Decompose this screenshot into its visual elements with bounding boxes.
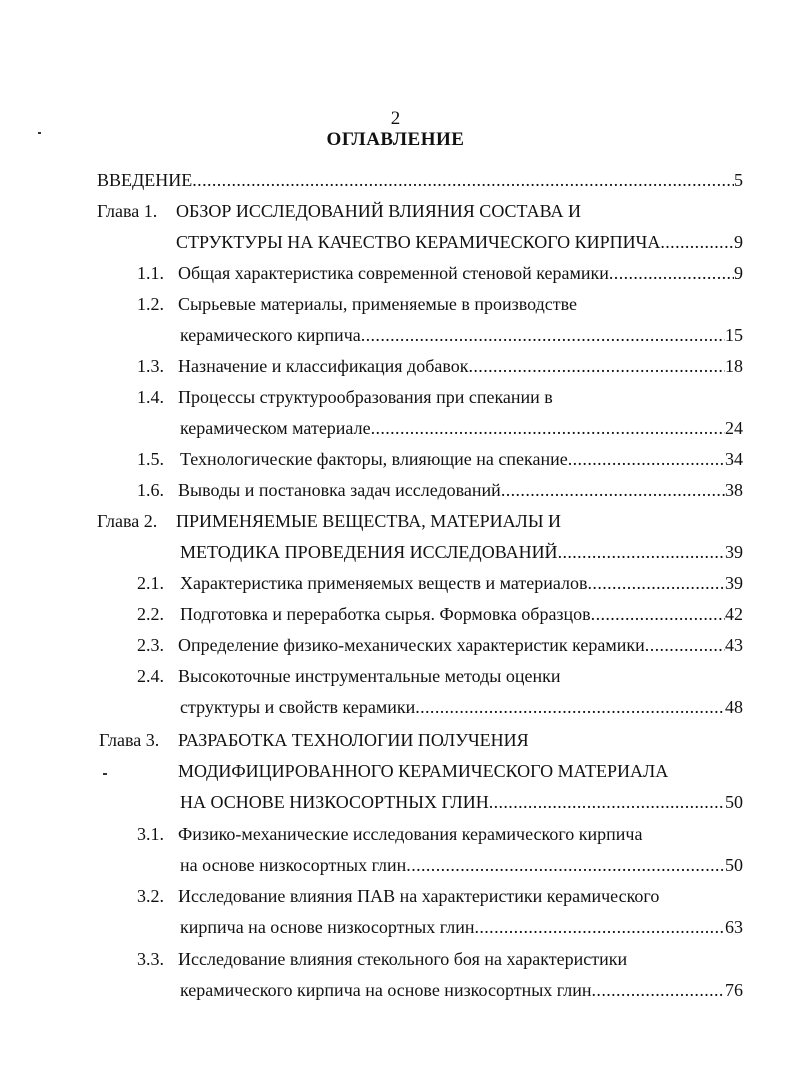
section-title-line: керамического кирпича на основе низкосортных глин xyxy=(180,980,592,1000)
chapter-title-line: МОДИФИЦИРОВАННОГО КЕРАМИЧЕСКОГО МАТЕРИАЛА xyxy=(178,761,669,781)
section-number: 2.2. xyxy=(137,604,164,624)
toc-section-1-2[interactable] xyxy=(0,291,791,317)
section-number: 3.2. xyxy=(137,886,164,906)
section-title-line: Исследование влияния ПАВ на характеристики керамического xyxy=(178,886,660,906)
section-number: 1.1. xyxy=(137,263,164,283)
dot-leader xyxy=(645,632,725,658)
section-title-line: структуры и свойств керамики xyxy=(180,697,416,717)
section-number: 1.6. xyxy=(137,480,164,500)
page-title: ОГЛАВЛЕНИЕ xyxy=(326,129,465,150)
section-title-line: на основе низкосортных глин xyxy=(180,855,407,875)
section-title: Технологические факторы, влияющие на спекание xyxy=(180,449,568,469)
section-number: 2.1. xyxy=(137,573,164,593)
chapter-title-line: МЕТОДИКА ПРОВЕДЕНИЯ ИССЛЕДОВАНИЙ xyxy=(180,542,558,562)
toc-chapter-1-cont[interactable] xyxy=(0,229,791,255)
section-title: Выводы и постановка задач исследований xyxy=(178,480,501,500)
toc-page-number: 24 xyxy=(725,418,743,438)
section-title-line: керамическом материале xyxy=(180,418,371,438)
toc-section-3-1-cont[interactable] xyxy=(0,852,791,878)
toc-page-number: 63 xyxy=(725,917,743,937)
toc-page-number: 9 xyxy=(734,263,743,283)
dot-leader xyxy=(588,570,725,596)
toc-page-number: 43 xyxy=(725,635,743,655)
section-number: 3.1. xyxy=(137,824,164,844)
section-title-line: керамического кирпича xyxy=(180,325,361,345)
dot-leader xyxy=(192,167,734,193)
section-title: Общая характеристика современной стеновой керамики xyxy=(178,263,609,283)
toc-chapter-3-cont[interactable] xyxy=(0,789,791,815)
dot-leader xyxy=(592,977,725,1003)
section-title: Назначение и классификация добавок xyxy=(178,356,469,376)
chapter-number: Глава 1. xyxy=(97,201,158,221)
toc-page-number: 9 xyxy=(734,232,743,252)
section-number: 3.3. xyxy=(137,949,164,969)
section-title-line: Процессы структурообразования при спекании в xyxy=(178,387,553,407)
toc-page-number: 34 xyxy=(725,449,743,469)
dot-leader xyxy=(558,539,725,565)
chapter-title-line: РАЗРАБОТКА ТЕХНОЛОГИИ ПОЛУЧЕНИЯ xyxy=(178,730,529,750)
section-number: 2.3. xyxy=(137,635,164,655)
dot-leader xyxy=(501,477,725,503)
toc-section-2-3[interactable] xyxy=(0,632,791,658)
toc-section-2-4[interactable] xyxy=(0,663,791,689)
toc-section-1-1[interactable] xyxy=(0,260,791,286)
section-number: 2.4. xyxy=(137,666,164,686)
section-number: 1.2. xyxy=(137,294,164,314)
toc-section-3-1[interactable] xyxy=(0,821,791,847)
dot-leader xyxy=(568,446,725,472)
toc-page-number: 5 xyxy=(734,170,743,190)
page-number: 2 xyxy=(390,108,401,129)
section-title-line: Сырьевые материалы, применяемые в производстве xyxy=(178,294,578,314)
section-title-line: Физико-механические исследования керамического кирпича xyxy=(178,824,643,844)
section-title-line: кирпича на основе низкосортных глин xyxy=(180,917,475,937)
toc-section-2-4-cont[interactable] xyxy=(0,694,791,720)
dot-leader xyxy=(660,229,734,255)
toc-chapter-2-cont[interactable] xyxy=(0,539,791,565)
toc-section-3-2-cont[interactable] xyxy=(0,914,791,940)
section-title-line: Высокоточные инструментальные методы оценки xyxy=(178,666,561,686)
section-number: 1.5. xyxy=(137,449,164,469)
toc-section-1-6[interactable] xyxy=(0,477,791,503)
chapter-title-line: НА ОСНОВЕ НИЗКОСОРТНЫХ ГЛИН xyxy=(180,792,489,812)
toc-page-number: 39 xyxy=(725,573,743,593)
toc-section-3-3[interactable] xyxy=(0,946,791,972)
toc-chapter-1[interactable] xyxy=(0,198,791,224)
section-title-line: Исследование влияния стекольного боя на характеристики xyxy=(178,949,628,969)
section-title: Подготовка и переработка сырья. Формовка образцов xyxy=(180,604,591,624)
dot-leader xyxy=(591,601,725,627)
toc-page-number: 42 xyxy=(725,604,743,624)
toc-section-3-2[interactable] xyxy=(0,883,791,909)
toc-chapter-2[interactable] xyxy=(0,508,791,534)
chapter-number: Глава 3. xyxy=(99,730,160,750)
toc-section-2-2[interactable] xyxy=(0,601,791,627)
chapter-title-line: СТРУКТУРЫ НА КАЧЕСТВО КЕРАМИЧЕСКОГО КИРПИЧА xyxy=(176,232,661,252)
dot-leader xyxy=(371,415,725,441)
dot-leader xyxy=(469,353,726,379)
toc-page-number: 76 xyxy=(725,980,743,1000)
chapter-title-line: ОБЗОР ИССЛЕДОВАНИЙ ВЛИЯНИЯ СОСТАВА И xyxy=(176,201,582,221)
toc-section-3-3-cont[interactable] xyxy=(0,977,791,1003)
dot-leader xyxy=(406,852,725,878)
toc-section-1-5[interactable] xyxy=(0,446,791,472)
toc-entry-intro[interactable] xyxy=(0,167,791,193)
chapter-number: Глава 2. xyxy=(97,511,158,531)
dot-leader xyxy=(474,914,725,940)
toc-chapter-3[interactable] xyxy=(0,727,791,753)
toc-section-1-3[interactable] xyxy=(0,353,791,379)
toc-chapter-3-cont[interactable] xyxy=(0,758,791,784)
toc-section-1-4[interactable] xyxy=(0,384,791,410)
dot-leader xyxy=(489,789,725,815)
toc-section-1-2-cont[interactable] xyxy=(0,322,791,348)
toc-page-number: 50 xyxy=(725,855,743,875)
section-title: Определение физико-механических характеристик керамики xyxy=(178,635,645,655)
toc-entry-text: ВВЕДЕНИЕ xyxy=(97,170,193,190)
toc-page-number: 38 xyxy=(725,480,743,500)
section-number: 1.3. xyxy=(137,356,164,376)
section-number: 1.4. xyxy=(137,387,164,407)
section-title: Характеристика применяемых веществ и материалов xyxy=(180,573,588,593)
toc-page-number: 15 xyxy=(725,325,743,345)
dot-leader xyxy=(415,694,725,720)
toc-page-number: 18 xyxy=(725,356,743,376)
chapter-title-line: ПРИМЕНЯЕМЫЕ ВЕЩЕСТВА, МАТЕРИАЛЫ И xyxy=(176,511,562,531)
toc-page-number: 39 xyxy=(725,542,743,562)
toc-section-1-4-cont[interactable] xyxy=(0,415,791,441)
toc-section-2-1[interactable] xyxy=(0,570,791,596)
toc-page-number: 50 xyxy=(725,792,743,812)
dot-leader xyxy=(361,322,725,348)
dot-leader xyxy=(609,260,734,286)
toc-page-number: 48 xyxy=(725,697,743,717)
